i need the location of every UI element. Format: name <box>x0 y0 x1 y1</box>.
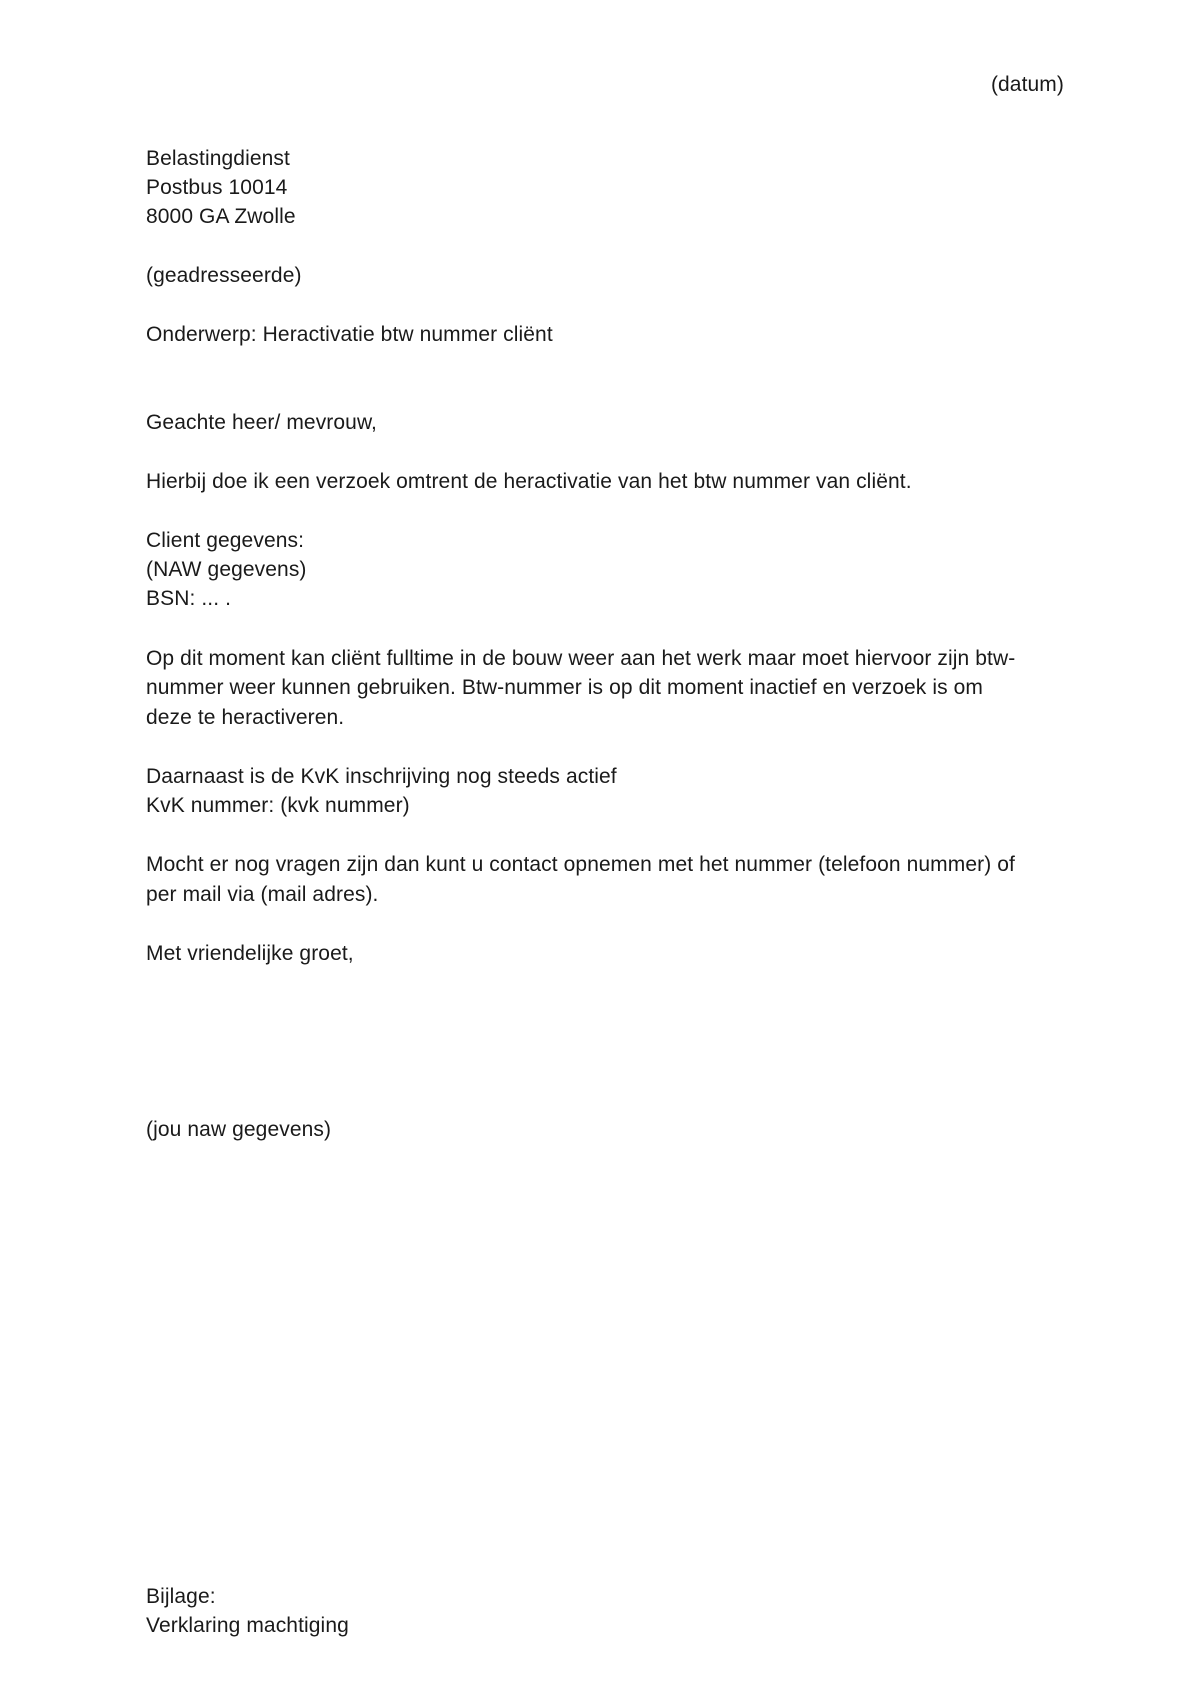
sender-placeholder: (jou naw gegevens) <box>146 1118 332 1141</box>
status-paragraph-line-2: nummer weer kunnen gebruiken. Btw-nummer is op dit moment inactief en verzoek is om <box>146 676 983 699</box>
recipient-po-box: Postbus 10014 <box>146 176 288 199</box>
recipient-name: Belastingdienst <box>146 147 290 170</box>
contact-paragraph-line-2: per mail via (mail adres). <box>146 883 379 906</box>
attachment-item: Verklaring machtiging <box>146 1614 349 1637</box>
contact-paragraph-line-1: Mocht er nog vragen zijn dan kunt u contact opnemen met het nummer (telefoon nummer) of <box>146 853 1015 876</box>
status-paragraph-line-1: Op dit moment kan cliënt fulltime in de bouw weer aan het werk maar moet hiervoor zijn btw- <box>146 647 1016 670</box>
client-naw: (NAW gegevens) <box>146 558 307 581</box>
client-details-heading: Client gegevens: <box>146 529 305 552</box>
status-paragraph-line-3: deze te heractiveren. <box>146 706 345 729</box>
intro-paragraph: Hierbij doe ik een verzoek omtrent de heractivatie van het btw nummer van cliënt. <box>146 470 912 493</box>
salutation: Geachte heer/ mevrouw, <box>146 411 377 434</box>
kvk-status-line: Daarnaast is de KvK inschrijving nog steeds actief <box>146 765 617 788</box>
client-bsn: BSN: ... . <box>146 587 232 610</box>
closing: Met vriendelijke groet, <box>146 942 354 965</box>
kvk-number-line: KvK nummer: (kvk nummer) <box>146 794 410 817</box>
addressee-placeholder: (geadresseerde) <box>146 264 302 287</box>
attachment-label: Bijlage: <box>146 1585 216 1608</box>
date-placeholder: (datum) <box>990 73 1064 96</box>
subject-line: Onderwerp: Heractivatie btw nummer cliënt <box>146 323 553 346</box>
recipient-postal-city: 8000 GA Zwolle <box>146 205 296 228</box>
